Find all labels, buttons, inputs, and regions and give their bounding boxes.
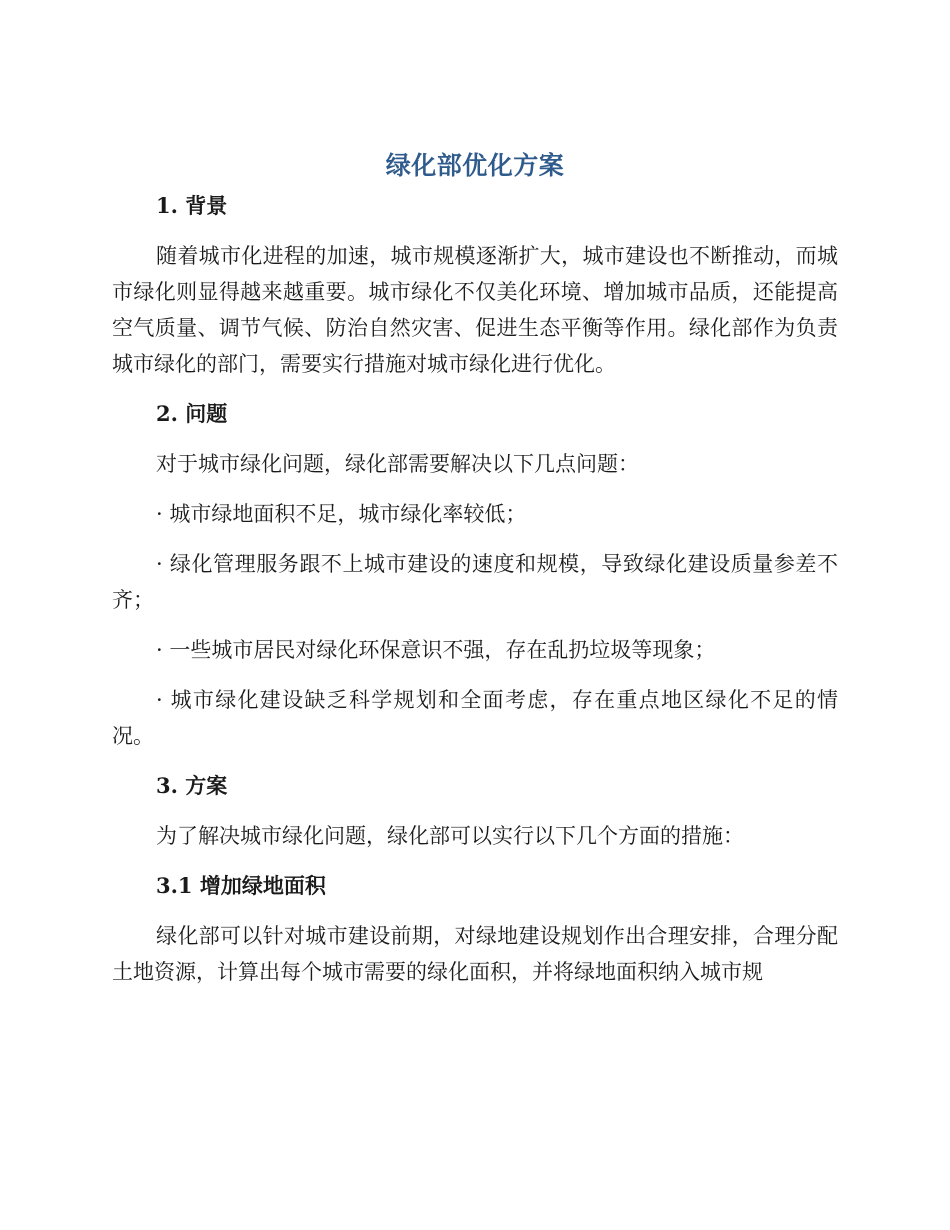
section-heading-background: 1. 背景: [156, 193, 228, 218]
section-heading-plan: 3. 方案: [156, 773, 228, 798]
document-title: 绿化部优化方案: [385, 151, 565, 180]
background-paragraph: 随着城市化进程的加速，城市规模逐渐扩大，城市建设也不断推动，而城市绿化则显得越来越重要。城市绿化不仅美化环境、增加城市品质，还能提高空气质量、调节气候、防治自然灾害、促进生态平衡等作用。绿化部作为负责城市绿化的部门，需要实行措施对城市绿化进行优化。: [112, 244, 838, 376]
subsection-heading-green-area: 3.1 增加绿地面积: [156, 873, 326, 898]
green-area-paragraph: 绿化部可以针对城市建设前期，对绿地建设规划作出合理安排，合理分配土地资源，计算出每个城市需要的绿化面积，并将绿地面积纳入城市规: [112, 924, 838, 984]
section-heading-problems: 2. 问题: [156, 401, 228, 426]
problem-item-1: · 城市绿地面积不足，城市绿化率较低；: [156, 502, 527, 526]
problem-item-4: · 城市绿化建设缺乏科学规划和全面考虑，存在重点地区绿化不足的情况。: [112, 688, 838, 748]
document-body: [112, 188, 838, 1004]
plan-intro: 为了解决城市绿化问题，绿化部可以实行以下几个方面的措施：: [156, 824, 744, 848]
problems-intro: 对于城市绿化问题，绿化部需要解决以下几点问题：: [156, 452, 639, 476]
problem-item-3: · 一些城市居民对绿化环保意识不强，存在乱扔垃圾等现象；: [156, 638, 716, 662]
problem-item-2: · 绿化管理服务跟不上城市建设的速度和规模，导致绿化建设质量参差不齐；: [112, 552, 838, 612]
